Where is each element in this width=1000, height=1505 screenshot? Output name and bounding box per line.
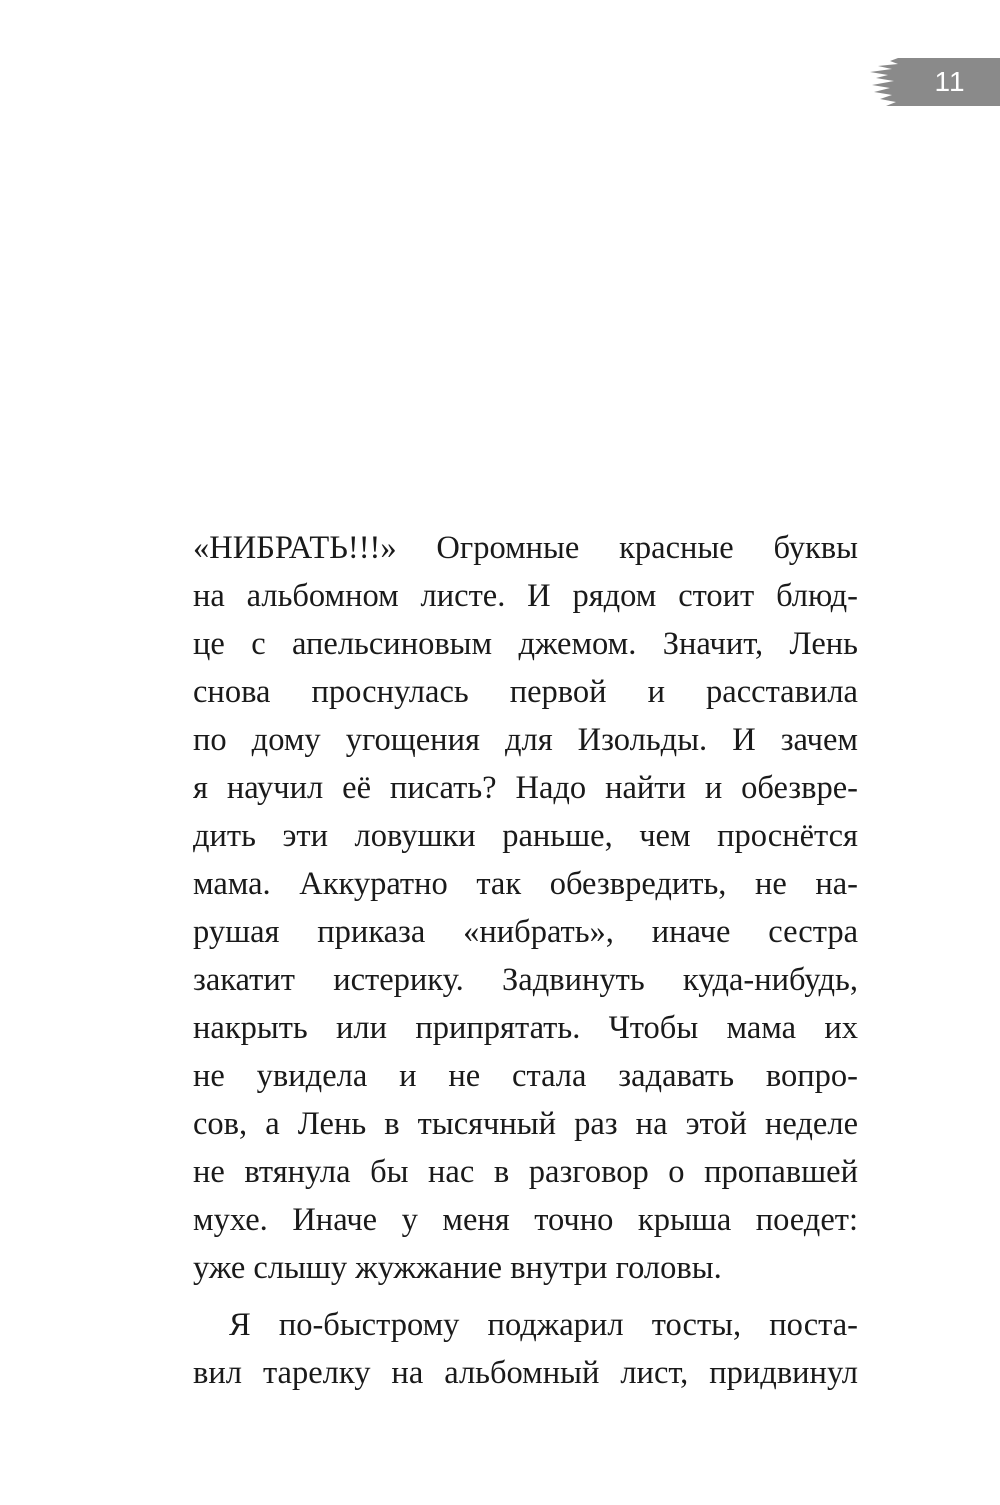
text-line: закатит истерику. Задвинуть куда-нибудь, [193, 962, 858, 998]
text-line: це с апельсиновым джемом. Значит, Лень [193, 626, 858, 662]
paragraph-gap [193, 1292, 858, 1301]
text-line: по дому угощения для Изольды. И зачем [193, 722, 858, 758]
page-number-tab [868, 58, 1000, 106]
text-line: сов, а Лень в тысячный раз на этой неделе [193, 1106, 858, 1142]
text-line: не увидела и не стала задавать вопро- [193, 1058, 858, 1094]
text-line: дить эти ловушки раньше, чем проснётся [193, 818, 858, 854]
body-text [193, 524, 858, 1397]
paragraph-1 [193, 524, 858, 1292]
text-line: снова проснулась первой и расставила [193, 674, 858, 710]
text-line: Я по-быстрому поджарил тосты, поста- [229, 1307, 858, 1343]
text-line: я научил её писать? Надо найти и обезвре- [193, 770, 858, 806]
paragraph-2 [193, 1301, 858, 1397]
page-number: 11 [934, 66, 966, 97]
text-line: на альбомном листе. И рядом стоит блюд- [193, 578, 858, 614]
text-line: не втянула бы нас в разговор о пропавшей [193, 1154, 858, 1190]
text-line: мухе. Иначе у меня точно крыша поедет: [193, 1202, 858, 1238]
text-line: мама. Аккуратно так обезвредить, не на- [193, 866, 858, 902]
text-line: уже слышу жужжание внутри головы. [193, 1250, 722, 1286]
text-line: вил тарелку на альбомный лист, придвинул [193, 1355, 858, 1391]
text-line: накрыть или припрятать. Чтобы мама их [193, 1010, 858, 1046]
text-line: рушая приказа «нибрать», иначе сестра [193, 914, 858, 950]
text-line: «НИБРАТЬ!!!» Огромные красные буквы [193, 530, 858, 566]
